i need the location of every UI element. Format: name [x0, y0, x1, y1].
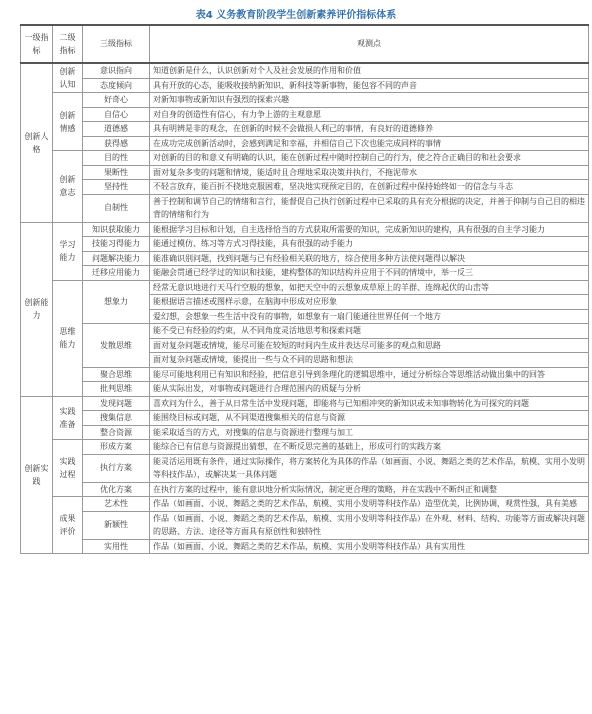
point-cell: 能通过模仿、练习等方式习得技能，具有很强的动手能力: [150, 237, 589, 252]
table-row: [21, 237, 589, 252]
level3-cell: 好奇心: [83, 93, 150, 108]
level3-cell: 迁移应用能力: [83, 266, 150, 281]
level3-cell: 坚持性: [83, 180, 150, 195]
level3-cell: 自制性: [83, 194, 150, 222]
table-row: [21, 280, 589, 295]
point-cell: 能不受已有经验的约束，从不同角度灵活地思考和探索问题: [150, 324, 589, 339]
point-cell: 具有开放的心态，能吸收接纳新知识、新科技等新事物，能包容不同的声音: [150, 78, 589, 93]
table-row: [21, 136, 589, 151]
level3-cell: 发现问题: [83, 396, 150, 411]
table-row: [21, 194, 589, 222]
table-row: [21, 78, 589, 93]
level2-prep: 实践准备: [53, 396, 83, 440]
table-row: [21, 411, 589, 426]
point-cell: 作品（如画面、小说、舞蹈之类的艺术作品，航模、实用小发明等科技作品）具有实用性: [150, 539, 589, 554]
point-cell: 对创新的目的和意义有明确的认识，能在创新过程中随时控制自己的行为，使之符合正确目的和社会要求: [150, 151, 589, 166]
level1-practice: 创新实践: [21, 396, 53, 554]
level3-cell: 意识指向: [83, 63, 150, 78]
table-row: [21, 425, 589, 440]
table-row: [21, 440, 589, 455]
level2-learning: 学习能力: [53, 222, 83, 280]
point-cell: 能围绕目标或问题，从不同渠道搜集相关的信息与资源: [150, 411, 589, 426]
table-row: [21, 251, 589, 266]
point-cell: 喜欢问为什么，善于从日常生活中发现问题，即能将与已知相冲突的新知识或未知事物转化为可探究的问题: [150, 396, 589, 411]
point-cell: 能融会贯通已经学过的知识和技能，建构整体的知识结构并应用于不同的情境中，举一反三: [150, 266, 589, 281]
point-cell: 对新知事物或新知识有强烈的探索兴趣: [150, 93, 589, 108]
point-cell: 对自身的创造性有信心，有力争上游的主观意愿: [150, 107, 589, 122]
table-row: [21, 93, 589, 108]
point-cell: 能综合已有信息与资源提出猜想，在不断反思完善的基础上，形成可行的实践方案: [150, 440, 589, 455]
table-row: [21, 382, 589, 397]
point-cell: 面对复杂问题或情境，能提出一些与众不同的思路和想法: [150, 353, 589, 368]
table-row: [21, 539, 589, 554]
level3-cell: 问题解决能力: [83, 251, 150, 266]
table-row: [21, 396, 589, 411]
level3-cell: 知识获取能力: [83, 222, 150, 237]
level1-ability: 创新能力: [21, 222, 53, 396]
table-row: [21, 266, 589, 281]
table-row: [21, 454, 589, 482]
level3-cell: 优化方案: [83, 482, 150, 497]
level2-process: 实践过程: [53, 440, 83, 497]
level3-cell: 获得感: [83, 136, 150, 151]
point-cell: 作品（如画面、小说、舞蹈之类的艺术作品，航模、实用小发明等科技作品）在外观、材料、结构、功能等方面或解决问题的思路、方法、途径等方面具有原创性和独特性: [150, 511, 589, 539]
header-level1: 一级指标: [21, 25, 53, 63]
table-row: [21, 222, 589, 237]
level3-cell: 批判思维: [83, 382, 150, 397]
level3-cell: 态度倾向: [83, 78, 150, 93]
table-row: [21, 63, 589, 78]
point-cell: 能根据语言描述或图样示意，在脑海中形成对应形象: [150, 295, 589, 310]
header-row: [21, 25, 589, 63]
header-level2: 二级指标: [53, 25, 83, 63]
table-row: [21, 482, 589, 497]
level3-cell: 艺术性: [83, 497, 150, 512]
point-cell: 善于控制和调节自己的情绪和言行，能督促自己执行创新过程中已采取的具有充分根据的决定，并善于抑制与自己目的相违背的情绪和行为: [150, 194, 589, 222]
level3-cell: 发散思维: [83, 324, 150, 368]
level3-cell: 聚合思维: [83, 367, 150, 382]
table-row: [21, 165, 589, 180]
table-row: [21, 497, 589, 512]
level3-cell: 果断性: [83, 165, 150, 180]
evaluation-index-table: [20, 24, 589, 554]
table-row: [21, 122, 589, 137]
point-cell: 经常无意识地进行天马行空般的想象，如把天空中的云想象成草原上的羊群、连绵起伏的山峦等: [150, 280, 589, 295]
level3-cell: 形成方案: [83, 440, 150, 455]
point-cell: 能灵活运用既有条件，通过实际操作，将方案转化为具体的作品（如画面、小说、舞蹈之类的艺术作品，航模、实用小发明等科技作品），或解决某一具体问题: [150, 454, 589, 482]
point-cell: 具有明辨是非的观念，在创新的时候不会做损人利己的事情，有良好的道德修养: [150, 122, 589, 137]
point-cell: 面对复杂问题或情境，能尽可能在较短的时间内生成并表达尽可能多的观点和思路: [150, 338, 589, 353]
level3-cell: 实用性: [83, 539, 150, 554]
table-title: 表4 义务教育阶段学生创新素养评价指标体系: [195, 10, 397, 21]
level3-cell: 整合资源: [83, 425, 150, 440]
point-cell: 在执行方案的过程中，能有意识地分析实际情况，制定更合理的策略，并在实践中不断纠正和调整: [150, 482, 589, 497]
level1-personality: 创新人格: [21, 63, 53, 222]
point-cell: 能从实际出发，对事物或问题进行合理范围内的质疑与分析: [150, 382, 589, 397]
point-cell: 能尽可能地利用已有知识和经验，把信息引导到条理化的逻辑思维中，通过分析综合等思维活动做出集中的回答: [150, 367, 589, 382]
level2-will: 创新意志: [53, 151, 83, 223]
point-cell: 能准确识别问题，找到问题与已有经验相关联的地方，综合使用多种方法使问题得以解决: [150, 251, 589, 266]
header-points: 观测点: [150, 25, 589, 63]
point-cell: 知道创新是什么，认识创新对个人及社会发展的作用和价值: [150, 63, 589, 78]
point-cell: 面对复杂多变的问题和情境，能适时且合理地采取决策并执行，不拖泥带水: [150, 165, 589, 180]
level3-cell: 技能习得能力: [83, 237, 150, 252]
level3-cell: 自信心: [83, 107, 150, 122]
table-row: [21, 151, 589, 166]
table-row: [21, 180, 589, 195]
table-row: [21, 324, 589, 339]
level3-cell: 想象力: [83, 280, 150, 324]
level2-thinking: 思维能力: [53, 280, 83, 396]
point-cell: 在成功完成创新活动时，会感到满足和幸福，并相信自己下次也能完成同样的事情: [150, 136, 589, 151]
point-cell: 能根据学习目标和计划，自主选择恰当的方式获取所需要的知识，完成新知识的建构，具有很强的自主学习能力: [150, 222, 589, 237]
point-cell: 爱幻想，会想象一些生活中没有的事物，如想象有一扇门能通往世界任何一个地方: [150, 309, 589, 324]
level3-cell: 道德感: [83, 122, 150, 137]
level2-cognition: 创新认知: [53, 63, 83, 93]
table-row: [21, 511, 589, 539]
point-cell: 能采取适当的方式，对搜集的信息与资源进行整理与加工: [150, 425, 589, 440]
point-cell: 不轻言放弃，能百折不挠地克服困难，坚决地实现预定目的，在创新过程中保持始终如一的信念与斗志: [150, 180, 589, 195]
level2-emotion: 创新情感: [53, 93, 83, 151]
table-row: [21, 367, 589, 382]
header-level3: 三级指标: [83, 25, 150, 63]
level3-cell: 执行方案: [83, 454, 150, 482]
table-row: [21, 107, 589, 122]
level3-cell: 新颖性: [83, 511, 150, 539]
level3-cell: 搜集信息: [83, 411, 150, 426]
level3-cell: 目的性: [83, 151, 150, 166]
level2-result: 成果评价: [53, 497, 83, 554]
point-cell: 作品（如画面、小说、舞蹈之类的艺术作品，航模、实用小发明等科技作品）造型优美，比例协调，观赏性强，具有美感: [150, 497, 589, 512]
